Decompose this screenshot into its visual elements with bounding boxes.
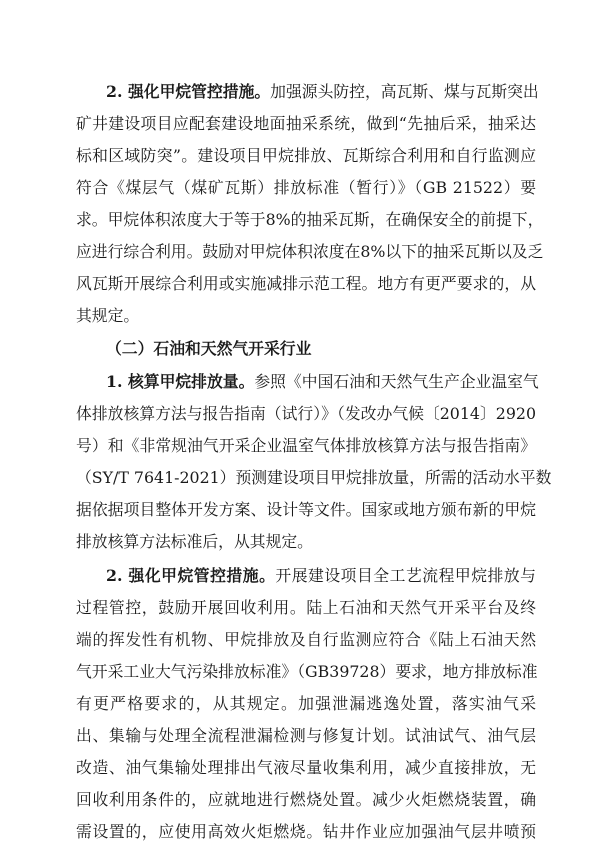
- paragraph-line: 风瓦斯开展综合利用或实施减排示范工程。地方有更严要求的，从: [76, 274, 536, 293]
- paragraph-line: 改造、油气集输处理排出气液尽量收集利用，减少直接排放，无: [76, 758, 536, 777]
- paragraph-line: 排放核算方法标准后，从其规定。: [76, 532, 313, 551]
- paragraph-line: 符合《煤层气（煤矿瓦斯）排放标准（暂行）》（GB 21522）要: [76, 178, 536, 197]
- paragraph-line: 标和区域防突”。建设项目甲烷排放、瓦斯综合利用和自行监测应: [76, 146, 536, 165]
- paragraph-text: 开展建设项目全工艺流程甲烷排放与: [275, 566, 536, 585]
- paragraph-lead: 2. 强化甲烷管控措施。: [106, 566, 276, 585]
- paragraph-line: 号）和《非常规油气开采企业温室气体排放核算方法与报告指南》: [76, 436, 536, 455]
- paragraph-line: （SY/T 7641-2021）预测建设项目甲烷排放量，所需的活动水平数: [76, 468, 552, 487]
- paragraph-line: [106, 76, 539, 108]
- paragraph-line: 其规定。: [76, 306, 140, 325]
- paragraph-line: [106, 366, 539, 398]
- paragraph-line: 据依据项目整体开发方案、设计等文件。国家或地方颁布新的甲烷: [76, 500, 536, 519]
- paragraph-line: 出、集输与处理全流程泄漏检测与修复计划。试油试气、油气层: [76, 726, 536, 745]
- paragraph-line: [106, 560, 536, 592]
- paragraph-line: 气开采工业大气污染排放标准》（GB39728）要求，地方排放标准: [76, 662, 538, 681]
- paragraph-line: 端的挥发性有机物、甲烷排放及自行监测应符合《陆上石油天然: [76, 630, 536, 649]
- paragraph-lead: 1. 核算甲烷排放量。: [106, 372, 255, 391]
- paragraph-line: 矿井建设项目应配套建设地面抽采系统，做到“先抽后采，抽采达: [76, 114, 536, 133]
- paragraph-text: 参照《中国石油和天然气生产企业温室气: [254, 372, 539, 391]
- paragraph-line: 求。甲烷体积浓度大于等于8%的抽采瓦斯，在确保安全的前提下，: [76, 210, 544, 229]
- paragraph-line: 体排放核算方法与报告指南（试行）》（发改办气候〔2014〕2920: [76, 404, 536, 423]
- paragraph-line: 回收利用条件的，应就地进行燃烧处置。减少火炬燃烧装置，确: [76, 790, 536, 809]
- paragraph-line: 应进行综合利用。鼓励对甲烷体积浓度在8%以下的抽采瓦斯以及乏: [76, 242, 544, 261]
- section-heading: （二）石油和天然气开采行业: [106, 339, 312, 358]
- paragraph-line: 有更严格要求的，从其规定。加强泄漏逃逸处置，落实油气采: [76, 694, 536, 713]
- paragraph-line: 需设置的，应使用高效火炬燃烧。钻井作业应加强油气层井喷预: [76, 822, 536, 841]
- paragraph-line: 过程管控，鼓励开展回收利用。陆上石油和天然气开采平台及终: [76, 598, 536, 617]
- paragraph-text: 加强源头防控，高瓦斯、煤与瓦斯突出: [270, 82, 539, 101]
- paragraph-lead: 2. 强化甲烷管控措施。: [106, 82, 271, 101]
